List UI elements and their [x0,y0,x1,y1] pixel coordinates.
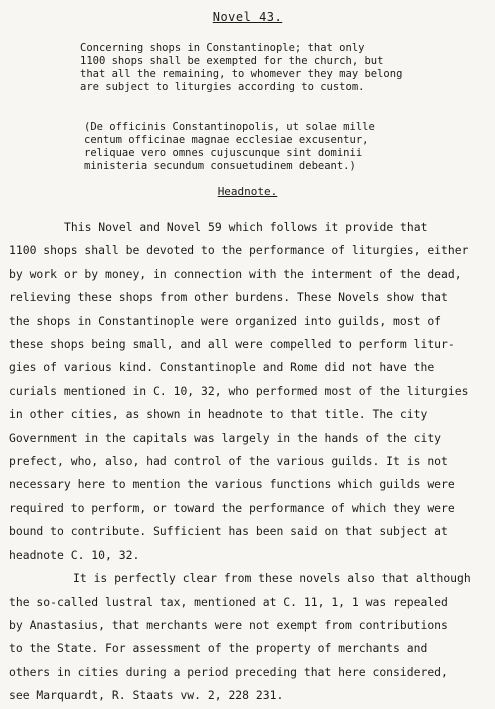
page-title: Novel 43. [212,10,283,24]
paragraph-line: This Novel and Novel 59 which follows it provide that [64,220,428,234]
paragraph-line: Government in the capitals was largely in the hands of the city [9,430,442,445]
summary-line: are subject to liturgies according to custom. [80,81,365,93]
headnote-heading: Headnote. [217,185,278,198]
paragraph-line: relieving these shops from other burdens. These Novels show that [9,290,448,305]
paragraph-line: to the State. For assessment of the property of merchants and [9,641,428,656]
paragraph-line: bound to contribute. Sufficient has been said on that subject at [9,524,448,539]
latin-line: ministeria secundum consuetudinem debeant.) [84,160,356,172]
paragraph-line: the shops in Constantinople were organized into guilds, most of [9,313,442,328]
paragraph-line: these shops being small, and all were compelled to perform litur- [9,337,455,352]
latin-line: (De officinis Constantinopolis, ut solae mille [84,121,375,133]
paragraph-line: 1100 shops shall be devoted to the performance of liturgies, either [9,243,469,258]
summary-line: 1100 shops shall be exempted for the church, but [80,55,384,67]
summary-line: that all the remaining, to whomever they may belong [80,68,403,80]
latin-summary [84,121,484,173]
summary-line: Concerning shops in Constantinople; that only [80,42,365,54]
paragraph-line: prefect, who, also, had control of the various guilds. It is not [9,454,448,469]
headnote-body [9,216,489,708]
paragraph-line: in other cities, as shown in headnote to that title. The city [9,407,428,422]
paragraph-line: curials mentioned in C. 10, 32, who performed most of the liturgies [9,383,469,398]
paragraph-line: headnote C. 10, 32. [9,547,140,562]
paragraph-line: gies of various kind. Constantinople and Rome did not have the [9,360,435,375]
chapter-summary [80,42,480,94]
latin-line: centum officinae magnae ecclesiae excusentur, [84,134,369,146]
paragraph-line: necessary here to mention the various functions which guilds were [9,477,455,492]
paragraph-line: It is perfectly clear from these novels also that although [73,571,471,586]
paragraph-line: see Marquardt, R. Staats vw. 2, 228 231. [9,688,284,703]
latin-line: reliquae vero omnes cujuscunque sint dominii [84,147,363,159]
paragraph-line: the so-called lustral tax, mentioned at C. 11, 1, 1 was repealed [9,594,448,609]
paragraph-line: others in cities during a period preceding that here considered, [9,664,448,679]
paragraph-line: required to perform, or toward the performance of which they were [9,500,455,515]
paragraph-line: by Anastasius, that merchants were not exempt from contributions [9,617,448,632]
paragraph-line: by work or by money, in connection with the interment of the dead, [9,266,462,281]
